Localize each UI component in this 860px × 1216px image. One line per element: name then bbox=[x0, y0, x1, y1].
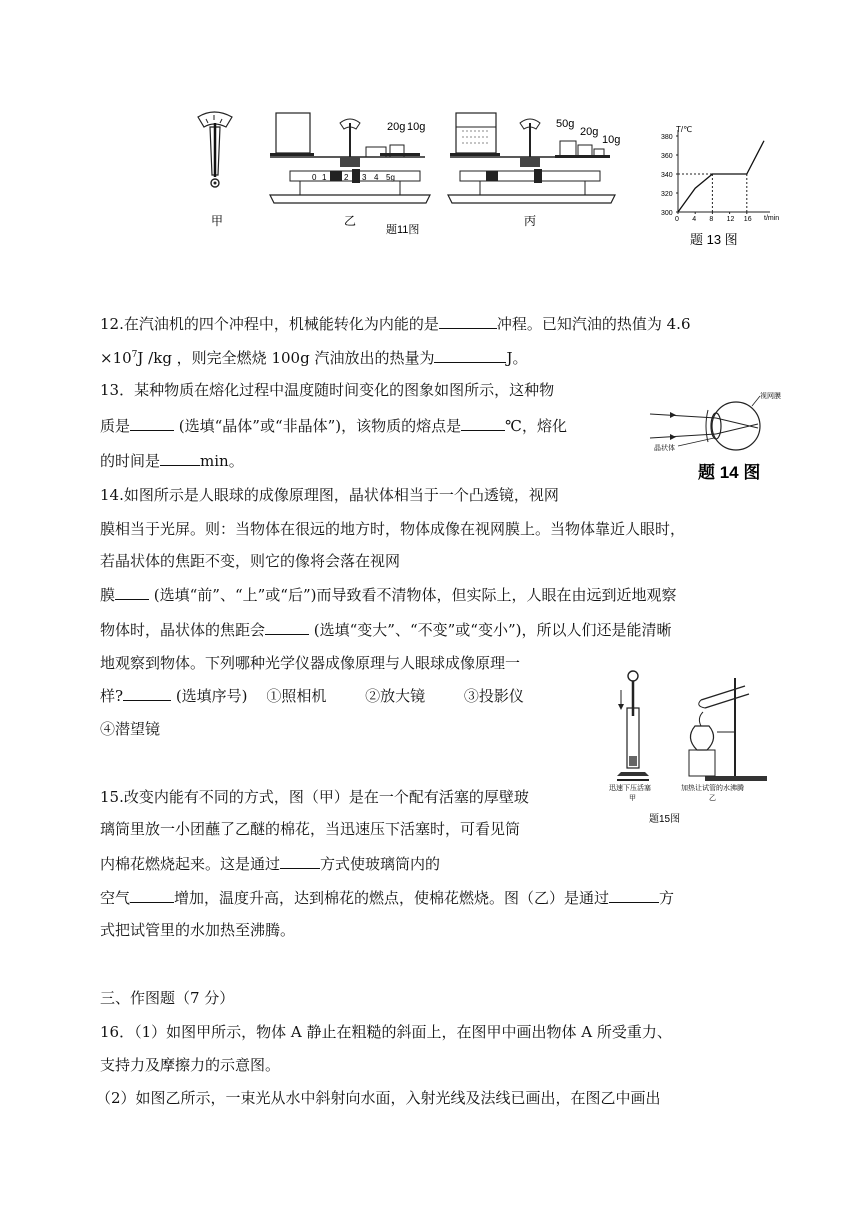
q14-text-7b: (选填序号) bbox=[171, 687, 248, 705]
q13-blank-time[interactable] bbox=[160, 450, 200, 466]
figure-11 bbox=[190, 105, 630, 240]
q12-blank-stroke[interactable] bbox=[439, 313, 497, 329]
figure-13-caption: 题 13 图 bbox=[690, 232, 738, 247]
q13-text-2b: (选填“晶体”或“非晶体”)，该物质的熔点是 bbox=[174, 417, 462, 435]
q14-option-1: ①照相机 bbox=[266, 687, 327, 705]
q14-blank-position[interactable] bbox=[115, 584, 149, 600]
q15-line-5: 式把试管里的水加热至沸腾。 bbox=[100, 921, 296, 939]
section-3-title: 三、作图题（7 分） bbox=[100, 989, 235, 1007]
q13-line-1: 13．某种物质在熔化过程中温度随时间变化的图象如图所示，这种物 bbox=[100, 381, 555, 399]
chart13-xtick-3: 12 bbox=[726, 216, 735, 223]
chart13-ytick-3: 360 bbox=[661, 153, 673, 160]
q15-blank-method-1[interactable] bbox=[280, 853, 320, 869]
figure-11-caption: 题11图 bbox=[386, 224, 420, 236]
dial-jia-icon bbox=[198, 112, 232, 187]
weight-label-bing-10g: 10g bbox=[602, 134, 621, 146]
q15-text-3b: 方式使玻璃筒内的 bbox=[320, 855, 441, 873]
fig15-yi-desc: 加热让试管的水沸腾 bbox=[681, 785, 744, 792]
weight-label-yi-10g: 10g bbox=[407, 121, 426, 133]
q14-text-5b: (选填“变大”、“不变”或“变小”)，所以人们还是能清晰 bbox=[309, 621, 672, 639]
scale-tick-5g: 5g bbox=[386, 173, 395, 182]
figure-14 bbox=[648, 388, 788, 484]
label-yi: 乙 bbox=[344, 214, 357, 228]
q15-blank-energy[interactable] bbox=[130, 887, 174, 903]
q14-line-2: 膜相当于光屏。则：当物体在很远的地方时，物体成像在视网膜上。当物体靠近人眼时， bbox=[100, 520, 686, 538]
q15-line-1: 15.改变内能有不同的方式，图（甲）是在一个配有活塞的厚壁玻 bbox=[100, 788, 529, 806]
q14-text-4a: 膜 bbox=[100, 586, 116, 604]
q14-line-4 bbox=[100, 584, 677, 605]
figure-15 bbox=[605, 668, 775, 828]
figure-13 bbox=[650, 120, 790, 252]
fig15-jia-desc: 迅速下压活塞 bbox=[609, 785, 651, 792]
chart13-xtick-2: 8 bbox=[709, 216, 714, 223]
q16-line-2: 支持力及摩擦力的示意图。 bbox=[100, 1056, 281, 1074]
chart13-ytick-1: 320 bbox=[661, 191, 673, 198]
chart13-ylabel: T/℃ bbox=[676, 125, 693, 134]
figure-14-caption: 题 14 图 bbox=[698, 463, 761, 482]
q12-text-2c: J。 bbox=[506, 349, 528, 367]
test-tube-heating-icon bbox=[689, 678, 767, 781]
weight-label-bing-50g: 50g bbox=[556, 118, 575, 130]
q15-text-4b: 增加，温度升高，达到棉花的燃点，使棉花燃烧。图（乙）是通过 bbox=[174, 889, 610, 907]
q14-line-3: 若晶状体的焦距不变，则它的像将会落在视网 bbox=[100, 552, 401, 570]
figure-15-drawing bbox=[605, 668, 775, 828]
q13-blank-type[interactable] bbox=[130, 415, 174, 431]
figure-13-chart bbox=[650, 120, 790, 252]
q12-exponent: 7 bbox=[131, 350, 138, 360]
figure-11-drawing bbox=[190, 105, 630, 240]
figure-15-caption: 题15图 bbox=[649, 814, 681, 825]
q14-line-6: 地观察到物体。下列哪种光学仪器成像原理与人眼球成像原理一 bbox=[100, 654, 521, 672]
scale-tick-2: 2 bbox=[344, 173, 349, 182]
fig15-jia-label: 甲 bbox=[629, 795, 636, 802]
q12-text-1a: 12.在汽油机的四个冲程中，机械能转化为内能的是 bbox=[100, 315, 439, 333]
scale-tick-1: 1 bbox=[322, 173, 327, 182]
scale-tick-3: 3 bbox=[362, 173, 367, 182]
q14-line-8: ④潜望镜 bbox=[100, 720, 161, 738]
q15-line-3 bbox=[100, 853, 440, 874]
q15-line-2: 璃筒里放一小团蘸了乙醚的棉花，当迅速压下活塞时，可看见筒 bbox=[100, 820, 521, 838]
q13-text-3a: 的时间是 bbox=[100, 452, 161, 470]
q13-line-3 bbox=[100, 450, 244, 471]
chart13-xtick-4: 16 bbox=[743, 216, 752, 223]
q12-line-2 bbox=[100, 345, 527, 368]
chart13-series-line bbox=[678, 141, 764, 212]
chart13-ytick-0: 300 bbox=[661, 210, 673, 217]
q14-line-5 bbox=[100, 619, 672, 640]
q12-text-2b: J /kg ，则完全燃烧 100g 汽油放出的热量为 bbox=[137, 349, 435, 367]
q16-line-1: 16．（1）如图甲所示，物体 A 静止在粗糙的斜面上，在图甲中画出物体 A 所受重力、 bbox=[100, 1023, 672, 1041]
q14-text-4b: (选填“前”、“上”或“后”)而导致看不清物体，但实际上，人眼在由远到近地观察 bbox=[149, 586, 677, 604]
q14-line-7 bbox=[100, 685, 524, 706]
q13-blank-melting-point[interactable] bbox=[461, 415, 505, 431]
q14-option-2: ②放大镜 bbox=[365, 687, 426, 705]
q15-text-3a: 内棉花燃烧起来。这是通过 bbox=[100, 855, 281, 873]
scale-tick-0: 0 bbox=[312, 173, 317, 182]
q14-option-3: ③投影仪 bbox=[463, 687, 524, 705]
q13-text-2a: 质是 bbox=[100, 417, 131, 435]
weight-label-yi-20g: 20g bbox=[387, 121, 406, 133]
q14-blank-option[interactable] bbox=[123, 685, 171, 701]
q12-line-1 bbox=[100, 313, 690, 334]
q15-blank-method-2[interactable] bbox=[609, 887, 659, 903]
q15-text-4c: 方 bbox=[659, 889, 675, 907]
chart13-ytick-4: 380 bbox=[661, 134, 673, 141]
q14-text-7a: 样? bbox=[100, 687, 124, 705]
q12-blank-heat[interactable] bbox=[434, 347, 506, 363]
scale-tick-4: 4 bbox=[374, 173, 379, 182]
eye-icon bbox=[650, 396, 760, 450]
q13-text-2c: ℃，熔化 bbox=[505, 417, 567, 435]
piston-cylinder-icon bbox=[617, 671, 649, 780]
chart13-xlabel: t/min bbox=[764, 215, 780, 222]
q12-text-1b: 冲程。已知汽油的热值为 4.6 bbox=[496, 315, 691, 333]
fig15-yi-label: 乙 bbox=[709, 795, 716, 802]
q15-text-4a: 空气 bbox=[100, 889, 131, 907]
label-jia: 甲 bbox=[211, 214, 224, 228]
q14-line-1: 14.如图所示是人眼球的成像原理图，晶状体相当于一个凸透镜，视网 bbox=[100, 486, 559, 504]
label-retina: 视网膜 bbox=[760, 393, 781, 400]
q13-line-2 bbox=[100, 415, 567, 436]
chart13-ytick-2: 340 bbox=[661, 172, 673, 179]
balance-yi-icon bbox=[270, 113, 430, 203]
figure-14-drawing bbox=[648, 388, 788, 484]
q14-blank-focal[interactable] bbox=[265, 619, 309, 635]
q15-line-4 bbox=[100, 887, 674, 908]
q16-line-3: （2）如图乙所示，一束光从水中斜射向水面，入射光线及法线已画出，在图乙中画出 bbox=[96, 1089, 661, 1107]
label-bing: 丙 bbox=[524, 214, 537, 228]
weight-label-bing-20g: 20g bbox=[580, 126, 599, 138]
chart13-xtick-0: 0 bbox=[675, 216, 679, 223]
q12-text-2a: ×10 bbox=[100, 349, 132, 367]
q13-text-3b: min。 bbox=[200, 452, 244, 470]
q14-text-5a: 物体时，晶状体的焦距会 bbox=[100, 621, 266, 639]
label-lens: 晶状体 bbox=[654, 445, 675, 452]
chart13-xtick-1: 4 bbox=[692, 216, 697, 223]
